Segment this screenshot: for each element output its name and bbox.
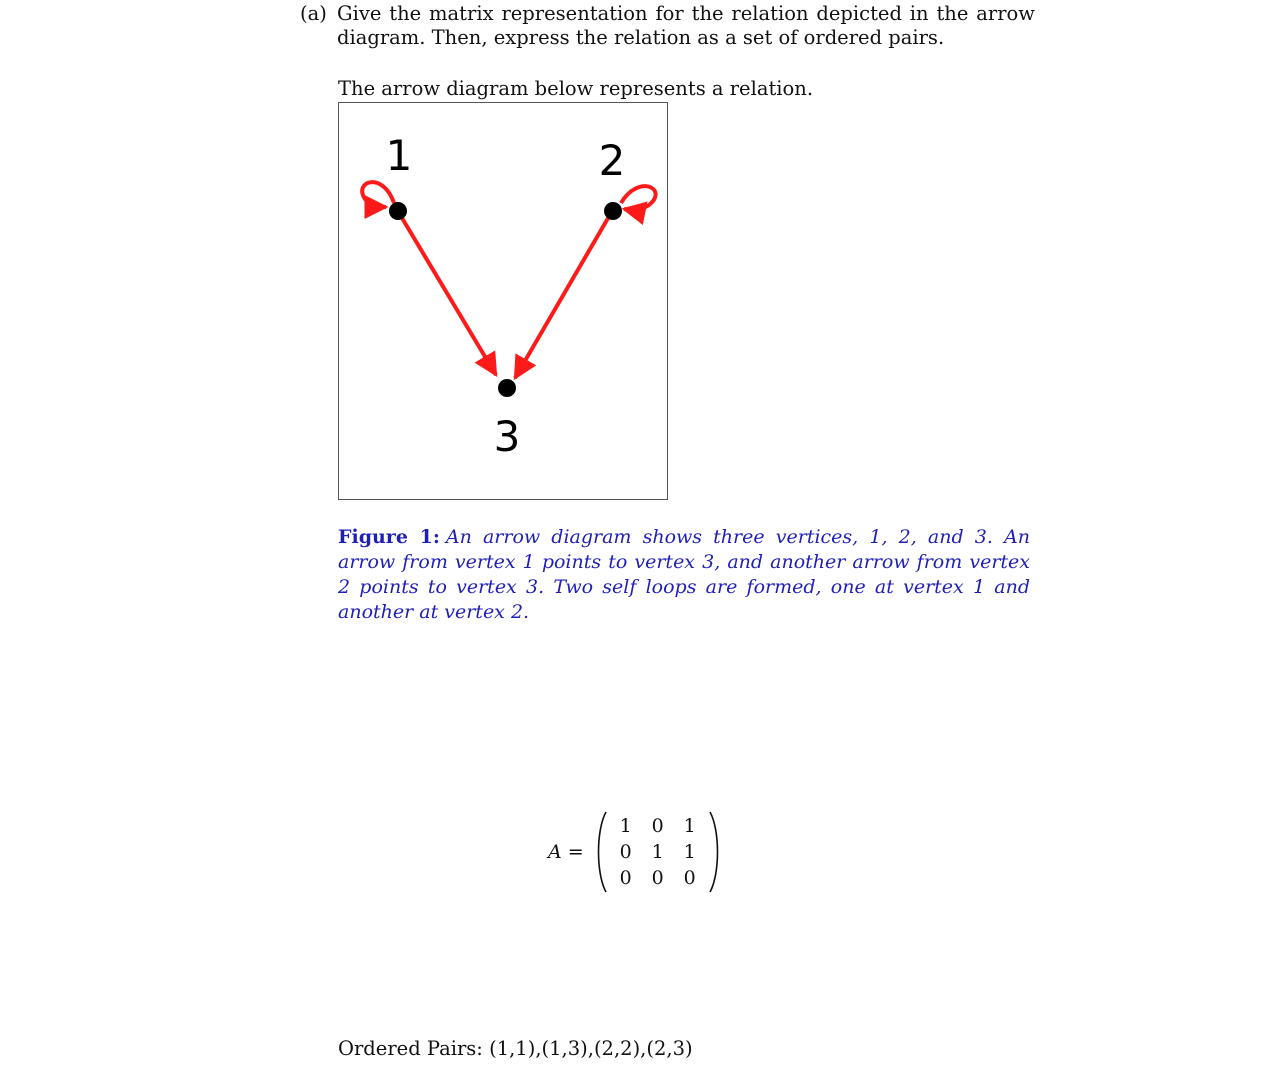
matrix-cell: 0 [619, 841, 632, 863]
vertex-1 [389, 202, 407, 220]
matrix-symbol: A [548, 841, 562, 863]
figure-caption-label: Figure 1: [338, 526, 440, 548]
vertex-3 [498, 379, 516, 397]
matrix-grid [610, 813, 706, 891]
matrix-cell: 1 [619, 815, 632, 837]
figure-caption-text: An arrow diagram shows three vertices, 1, 2, and 3. An arrow from vertex 1 points to vertex 3, and another arrow from vertex 2 points to vertex 3. Two self loops are formed, one at vertex 1 and another at vertex 2. [338, 526, 1030, 623]
edge-1-to-3 [399, 213, 496, 375]
matrix-cell: 0 [683, 867, 696, 889]
ordered-pairs [338, 1037, 693, 1061]
right-paren [708, 810, 722, 894]
figure-caption [338, 525, 1030, 625]
vertex-2 [604, 202, 622, 220]
left-paren [594, 810, 608, 894]
matrix-cell: 1 [651, 841, 664, 863]
equals-sign: = [567, 841, 584, 863]
self-loop-2 [621, 186, 656, 210]
matrix-cell: 1 [683, 815, 696, 837]
arrow-diagram [339, 103, 667, 499]
vertex-label-2: 2 [598, 136, 626, 185]
edge-2-to-3 [515, 213, 611, 378]
matrix-cell: 0 [651, 867, 664, 889]
ordered-pairs-value: (1,1),(1,3),(2,2),(2,3) [489, 1037, 693, 1060]
problem-label: (a) [300, 2, 327, 25]
intro-sentence: The arrow diagram below represents a relation. [338, 77, 814, 100]
matrix-cell: 0 [651, 815, 664, 837]
matrix-equation [548, 810, 722, 894]
problem-text: Give the matrix representation for the relation depicted in the arrow diagram. Then, express the relation as a set of ordered pairs. [337, 2, 1035, 49]
problem-statement [300, 2, 1035, 50]
vertex-label-3: 3 [493, 412, 521, 461]
arrow-diagram-figure [338, 102, 668, 500]
self-loop-1 [362, 182, 394, 207]
matrix-cell: 0 [619, 867, 632, 889]
matrix-cell: 1 [683, 841, 696, 863]
ordered-pairs-label: Ordered Pairs: [338, 1037, 483, 1060]
vertex-label-1: 1 [385, 131, 413, 180]
